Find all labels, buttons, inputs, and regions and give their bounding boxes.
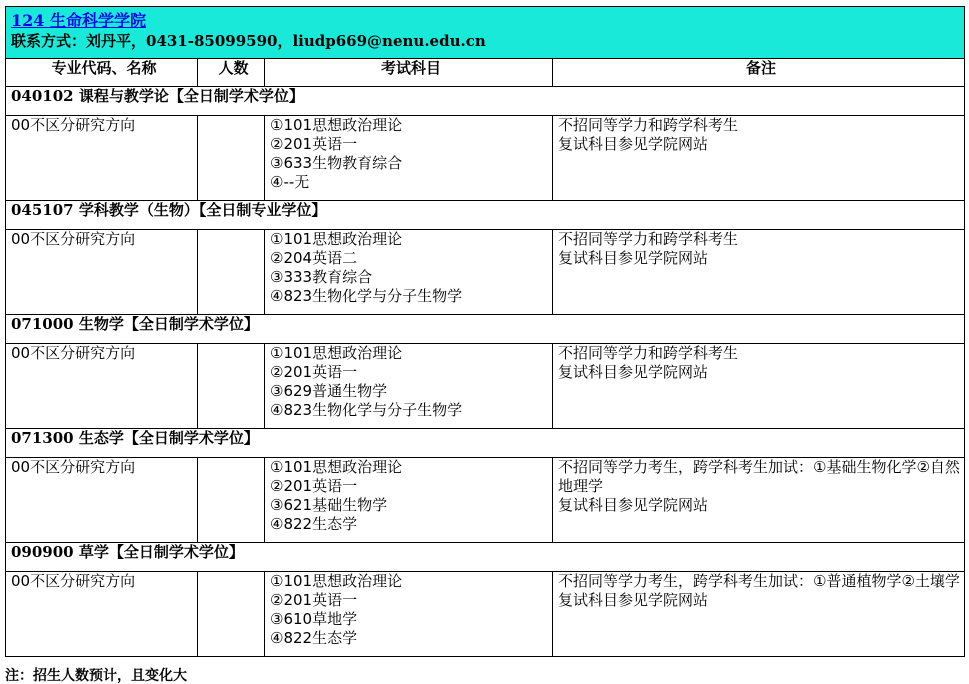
enrollment-count bbox=[198, 230, 265, 315]
major-title: 090900 草学【全日制学术学位】 bbox=[6, 543, 965, 572]
column-header-notes: 备注 bbox=[553, 59, 965, 87]
table-row bbox=[6, 458, 965, 543]
enrollment-count bbox=[198, 116, 265, 201]
college-header-row bbox=[6, 7, 965, 59]
exam-subject: ②204英语二 bbox=[270, 249, 358, 267]
remark-line: 复试科目参见学院网站 bbox=[558, 591, 709, 609]
exam-subjects bbox=[265, 572, 553, 657]
remarks bbox=[553, 572, 965, 657]
enrollment-count bbox=[198, 344, 265, 429]
exam-subject: ③621基础生物学 bbox=[270, 496, 388, 514]
exam-subject: ①101思想政治理论 bbox=[270, 230, 403, 248]
exam-subject: ④822生态学 bbox=[270, 629, 358, 647]
remark-line: 复试科目参见学院网站 bbox=[558, 135, 709, 153]
exam-subject: ①101思想政治理论 bbox=[270, 458, 403, 476]
enrollment-count bbox=[198, 458, 265, 543]
research-direction: 00不区分研究方向 bbox=[6, 230, 198, 315]
table-row bbox=[6, 230, 965, 315]
remarks bbox=[553, 230, 965, 315]
major-title-row bbox=[6, 543, 965, 572]
major-title-row bbox=[6, 315, 965, 344]
exam-subject: ①101思想政治理论 bbox=[270, 344, 403, 362]
major-title-row bbox=[6, 429, 965, 458]
exam-subject: ④823生物化学与分子生物学 bbox=[270, 401, 463, 419]
remark-line: 不招同等学力考生，跨学科考生加试：①基础生物化学②自然地理学 bbox=[558, 458, 960, 495]
remark-line: 不招同等学力考生，跨学科考生加试：①普通植物学②土壤学 bbox=[558, 572, 960, 590]
exam-subject: ②201英语一 bbox=[270, 135, 358, 153]
remark-line: 不招同等学力和跨学科考生 bbox=[558, 230, 739, 248]
column-header-count: 人数 bbox=[198, 59, 265, 87]
exam-subject: ①101思想政治理论 bbox=[270, 116, 403, 134]
remarks bbox=[553, 458, 965, 543]
exam-subjects bbox=[265, 116, 553, 201]
major-title-row bbox=[6, 201, 965, 230]
remark-line: 不招同等学力和跨学科考生 bbox=[558, 344, 739, 362]
exam-subject: ③633生物教育综合 bbox=[270, 154, 403, 172]
exam-subjects bbox=[265, 344, 553, 429]
exam-subjects bbox=[265, 458, 553, 543]
exam-subject: ②201英语一 bbox=[270, 363, 358, 381]
remark-line: 不招同等学力和跨学科考生 bbox=[558, 116, 739, 134]
column-header-row bbox=[6, 59, 965, 87]
exam-subject: ②201英语一 bbox=[270, 477, 358, 495]
enrollment-count bbox=[198, 572, 265, 657]
exam-subject: ③629普通生物学 bbox=[270, 382, 388, 400]
major-title-row bbox=[6, 87, 965, 116]
table-row bbox=[6, 344, 965, 429]
column-header-major: 专业代码、名称 bbox=[6, 59, 198, 87]
exam-subject: ④822生态学 bbox=[270, 515, 358, 533]
remark-line: 复试科目参见学院网站 bbox=[558, 496, 709, 514]
column-header-subjects: 考试科目 bbox=[265, 59, 553, 87]
exam-subject: ④--无 bbox=[270, 173, 310, 191]
exam-subject: ④823生物化学与分子生物学 bbox=[270, 287, 463, 305]
footer-note: 注：招生人数预计，且变化大 bbox=[5, 668, 187, 684]
table-row bbox=[6, 116, 965, 201]
college-name-link[interactable]: 124 生命科学学院 bbox=[11, 11, 146, 30]
exam-subject: ③610草地学 bbox=[270, 610, 358, 628]
major-title: 040102 课程与教学论【全日制学术学位】 bbox=[6, 87, 965, 116]
remark-line: 复试科目参见学院网站 bbox=[558, 249, 709, 267]
exam-subject: ③333教育综合 bbox=[270, 268, 373, 286]
research-direction: 00不区分研究方向 bbox=[6, 572, 198, 657]
enrollment-catalog-table bbox=[5, 6, 965, 657]
remarks bbox=[553, 116, 965, 201]
major-title: 071300 生态学【全日制学术学位】 bbox=[6, 429, 965, 458]
college-contact: 联系方式：刘丹平，0431-85099590，liudp669@nenu.edu.cn bbox=[11, 32, 486, 50]
remark-line: 复试科目参见学院网站 bbox=[558, 363, 709, 381]
exam-subject: ②201英语一 bbox=[270, 591, 358, 609]
major-title: 071000 生物学【全日制学术学位】 bbox=[6, 315, 965, 344]
research-direction: 00不区分研究方向 bbox=[6, 344, 198, 429]
research-direction: 00不区分研究方向 bbox=[6, 116, 198, 201]
research-direction: 00不区分研究方向 bbox=[6, 458, 198, 543]
remarks bbox=[553, 344, 965, 429]
exam-subjects bbox=[265, 230, 553, 315]
exam-subject: ①101思想政治理论 bbox=[270, 572, 403, 590]
table-row bbox=[6, 572, 965, 657]
college-header bbox=[6, 7, 965, 59]
major-title: 045107 学科教学（生物）【全日制专业学位】 bbox=[6, 201, 965, 230]
